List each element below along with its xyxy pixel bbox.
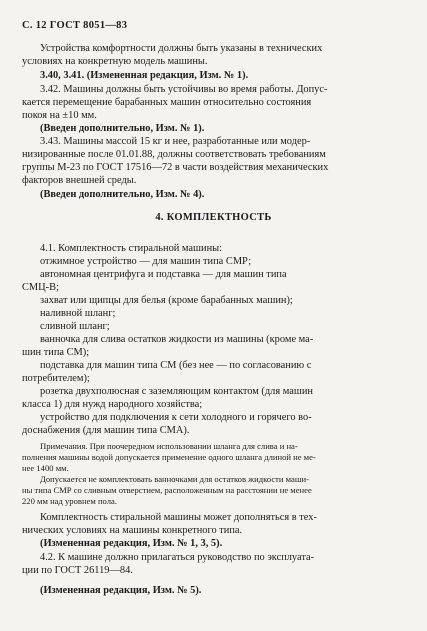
text-line: низированные после 01.01.88, должны соответствовать требованиям <box>22 149 326 160</box>
text-line: 3.42. Машины должны быть устойчивы во время работы. Допус- <box>40 84 328 95</box>
text-line: захват или щипцы для белья (кроме барабанных машин); <box>40 295 293 306</box>
section-title: 4. КОМПЛЕКТНОСТЬ <box>155 212 272 223</box>
text-line: Комплектность стиральной машины может дополняться в тех- <box>40 512 317 523</box>
amendment-note: 3.40, 3.41. (Измененная редакция, Изм. № 1). <box>40 70 249 81</box>
text-line: кается перемещение барабанных машин относительно состояния <box>22 97 312 108</box>
text-line: подставка для машин типа СМ (без нее — по согласованию с <box>40 360 312 371</box>
page-header: С. 12 ГОСТ 8051—83 <box>22 20 128 31</box>
text-line: потребителем); <box>22 373 90 384</box>
remark-line: ны типа СМР со сливным отверстием, расположенным на расстоянии не менее <box>22 485 312 495</box>
text-line: условиях на конкретную модель машины. <box>22 56 208 67</box>
text-line: автономная центрифуга и подставка — для машин типа <box>40 269 287 280</box>
remark-line: Примечания. При поочередном использовании шланга для слива и на- <box>40 441 298 451</box>
remark-line: нее 1400 мм. <box>22 463 69 473</box>
text-line: шин типа СМ); <box>22 347 90 358</box>
text-line: наливной шланг; <box>40 308 116 319</box>
text-line: устройство для подключения к сети холодного и горячего во- <box>40 412 312 423</box>
text-line: группы М-23 по ГОСТ 17516—72 в части воздействия механических <box>22 162 329 173</box>
text-line: 4.2. К машине должно прилагаться руководство по эксплуата- <box>40 552 315 563</box>
text-line: сливной шланг; <box>40 321 110 332</box>
text-line: ции по ГОСТ 26119—84. <box>22 565 133 576</box>
text-line: нических условиях на машины конкретного типа. <box>22 525 243 536</box>
amendment-note: (Измененная редакция, Изм. № 1, 3, 5). <box>40 538 223 549</box>
text-line: 4.1. Комплектность стиральной машины: <box>40 243 223 254</box>
remark-line: полнения машины водой допускается применение одного шланга длиной не ме- <box>22 452 316 462</box>
text-line: розетка двухполюсная с заземляющим контактом (для машин <box>40 386 313 397</box>
text-line: факторов внешней среды. <box>22 175 137 186</box>
text-line: отжимное устройство — для машин типа СМР; <box>40 256 252 267</box>
text-line: ванночка для слива остатков жидкости из машины (кроме ма- <box>40 334 314 345</box>
text-line: СМЦ-В; <box>22 282 59 293</box>
amendment-note: (Введен дополнительно, Изм. № 4). <box>40 189 205 200</box>
amendment-note: (Измененная редакция, Изм. № 5). <box>40 585 202 596</box>
text-line: доснабжения (для машин типа СМА). <box>22 425 190 436</box>
remark-line: 220 мм над уровнем пола. <box>22 496 117 506</box>
text-line: 3.43. Машины массой 15 кг и нее, разработанные или модер- <box>40 136 311 147</box>
text-line: Устройства комфортности должны быть указаны в технических <box>40 43 323 54</box>
text-line: класса 1) для нужд народного хозяйства; <box>22 399 203 410</box>
remark-line: Допускается не комплектовать ванночками для остатков жидкости маши- <box>40 474 309 484</box>
text-line: покоя на ±10 мм. <box>22 110 97 121</box>
amendment-note: (Введен дополнительно, Изм. № 1). <box>40 123 205 134</box>
